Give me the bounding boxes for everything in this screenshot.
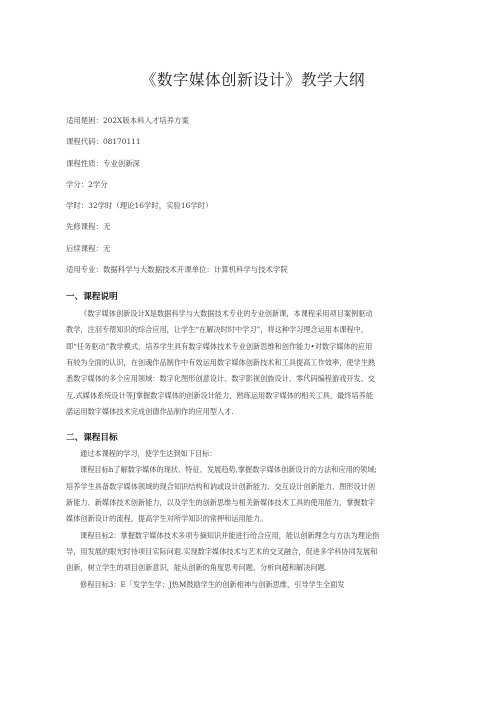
paragraph-line: 教学，注羽专蓿知识的综合应用，让学生“在解决时时中学习”，将这种学习理念运用本课程中，: [66, 325, 369, 335]
paragraph-line: 《数字媒体创新设计X是数据科学与大数据技术专业的专业创新课，本课程采用项目案例驱动: [80, 309, 373, 319]
course-objectives-paragraph: [66, 446, 440, 593]
objective-3-line: 修程目标3：E「发学生学；J热M鼓励学生的创新相神与创新思维，引导学生全面发: [80, 579, 345, 589]
objective-1-line: 媒体创新设计的流程，提高学生对所学知识的常押和运用能力。: [66, 514, 268, 524]
section-heading-course-objectives: 二、课程目标: [66, 433, 118, 444]
objectives-intro-line: 通过本课程的学习，使学生达到如下目标：: [80, 449, 217, 459]
meta-prerequisites: 先修课程：无: [66, 222, 111, 232]
meta-credits: 学分：2学分: [66, 179, 108, 189]
meta-hours: 学时：32学时（理论16学时，实验16学时）: [66, 201, 213, 211]
paragraph-line: 即“任务驱动”教学模式，培养学生具有数字媒体技术专业创新思维和创作能力•对数字媒体的应用: [66, 341, 373, 351]
objective-2-line: 导，用发展的眼光时待项目实际问遐.实现数字媒体技术与艺术的交叉融合，促进多学科协同发展和: [66, 546, 378, 556]
objective-1-line: 培养学生具备数字媒体领域的现合知识结构和讷或设计创新能力、交互设计创新能力、图形设计创: [66, 481, 376, 491]
paragraph-line: 諾运用数字媒体技术完成创德作品制作的应用型人才.: [66, 406, 234, 416]
section-heading-course-description: 一、课程说明: [66, 292, 118, 303]
meta-course-code: 课程代码：08170111: [66, 137, 141, 147]
objective-1-line: 课程目标h了解数字媒体的现状、特征、发展趋势,掌握数字媒体创新设计的方法和应用的领域;: [80, 465, 377, 475]
course-meta: [66, 116, 440, 274]
paragraph-line: 互.式媒体系统设计等J掌握数字媒体的创新设计能力，熟练运用数字媒体的相关工具，最终培养能: [66, 390, 374, 400]
document-title: 《数字媒体创新设计》教学大纲: [140, 71, 365, 89]
meta-major-and-unit: 适用专业：数据科学与大数据技术开课单位：计算机科学与技术学院: [66, 265, 288, 275]
meta-course-nature: 课程性质：专业创新深: [66, 158, 140, 168]
paragraph-line: 有较为全面的认识，在创魂作品制作中有效运用数字媒体创新技术和工具提高工作效率，使学生熟: [66, 357, 376, 367]
objective-2-line: 课程目标2：掌握数字媒体技术多项专摘知识并能进行给合应用，能以创新理念与方法为理论指: [80, 530, 380, 540]
objective-1-line: 新能力、新媒体技术创新能力，以及学生的创新思维与相关新媒体技术工具的使用能力，掌握数字: [66, 498, 376, 508]
paragraph-line: 悉数字媒体的多个应用领域：数字化图形创意设计、数字影视创族设计、零代码编程游戏开发、交: [66, 374, 376, 384]
meta-follow-up-courses: 后续课程：无: [66, 243, 111, 253]
course-description-paragraph: [66, 306, 440, 420]
objective-2-line: 创新，树立学生的项目创新意识，能从创新的角度思考问题、分析向超和解决问题.: [66, 563, 328, 573]
meta-applicable-plan: 适用楚困：202X版本科人才培养方案: [66, 116, 189, 125]
